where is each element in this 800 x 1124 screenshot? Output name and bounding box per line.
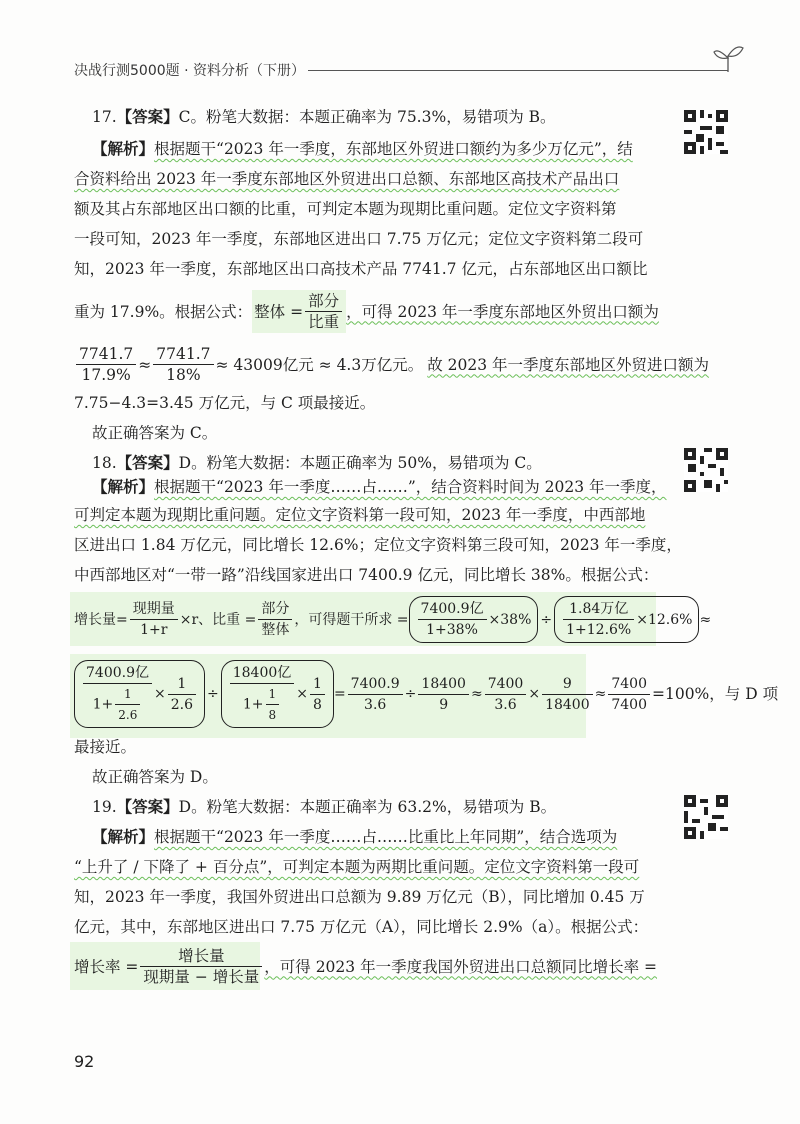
fraction: $\frac{7400}{3.6}$ (485, 674, 527, 715)
header-rule (308, 70, 728, 71)
qr-code-icon[interactable] (684, 795, 728, 839)
answer-tag: 【答案】 (116, 797, 179, 816)
formula-mul: × (154, 686, 166, 702)
fraction: $\frac{1}{8}$ (310, 674, 325, 715)
fraction: 18400亿 1+ $\frac{1}{8}$ (230, 663, 295, 725)
qr-code-icon[interactable] (684, 110, 728, 154)
formula-mul: ×38% (488, 611, 532, 628)
analysis-tag: 【解析】 (92, 827, 155, 846)
answer-text: D。粉笔大数据：本题正确率为 50%，易错项为 C。 (178, 454, 542, 472)
analysis-text: 亿元，其中，东部地区进出口 7.75 万亿元（A），同比增长 2.9%（a）。根据公式： (74, 918, 649, 936)
fraction: $\frac{7400.9}{3.6}$ (348, 674, 403, 715)
paren-group (221, 660, 334, 728)
approx-sign: ≈ (138, 355, 152, 374)
q19-formula-line-1 (74, 946, 657, 987)
analysis-text: 7.75−4.3=3.45 万亿元，与 C 项最接近。 (74, 394, 376, 412)
formula-result: =100%，与 D 项 (651, 685, 779, 703)
analysis-text (74, 504, 654, 526)
page-number: 92 (74, 1052, 95, 1071)
fraction: $\frac{9}{18400}$ (542, 674, 593, 715)
formula-lhs: 增长量= (74, 611, 128, 628)
fraction: $\frac{\text{部分}}{\text{整体}}$ (258, 599, 292, 640)
fraction: $\frac{\text{1.84万亿}}{1+12.6\%}$ (563, 599, 634, 640)
formula-lhs: 增长率 = (74, 957, 139, 976)
question-number: 17. (92, 108, 117, 126)
analysis-text-span: 可判定本题为现期比重问题。定位文字资料第一段可知，2023 年一季度，中西部地 (74, 506, 646, 524)
analysis-text: 根据题干“2023 年一季度……占……比重比上年同期”，结合选项为 (154, 828, 618, 846)
approx-sign: ≈ (594, 686, 607, 702)
fraction: $\frac{\text{现期量}}{1+r}$ (130, 599, 178, 640)
analysis-text: 根据题干“2023 年一季度，东部地区外贸进口额约为多少万亿元”，结 (154, 140, 633, 158)
analysis-text (74, 856, 654, 878)
formula-whole (252, 290, 346, 333)
q18-formula-line-2 (74, 660, 779, 728)
q17-analysis-line (92, 138, 672, 160)
analysis-text-span: 合资料给出 2023 年一季度东部地区外贸进出口总额、东部地区高技术产品出口 (74, 170, 620, 188)
answer-text: D。粉笔大数据：本题正确率为 63.2%，易错项为 B。 (178, 798, 557, 816)
answer-tag: 【答案】 (116, 453, 179, 472)
paren-group (554, 596, 699, 643)
formula-result: ≈ 43009亿元 ≈ 4.3万亿元。 (215, 355, 424, 374)
answer-tag: 【答案】 (116, 107, 179, 126)
analysis-text-span: “上升了 / 下降了 + 百分点”，可判定本题为两期比重问题。定位文字资料第一段可 (74, 858, 640, 876)
divide-sign: ÷ (540, 611, 553, 628)
page-header (0, 58, 800, 82)
question-number: 18. (92, 454, 117, 472)
fraction: $\frac{\text{7400.9亿}}{1+38\%}$ (418, 599, 487, 640)
fraction: $\frac{\text{部分}}{\text{比重}}$ (305, 291, 342, 332)
times-sign: × (528, 686, 541, 702)
fraction: $\frac{1}{2.6}$ (168, 674, 196, 715)
question-number: 19. (92, 798, 117, 816)
sprout-icon (712, 44, 746, 74)
analysis-text: 知，2023 年一季度，东部地区出口高技术产品 7741.7 亿元，占东部地区出口额比 (74, 260, 648, 278)
conclusion: 故正确答案为 C。 (92, 424, 218, 442)
approx-sign: ≈ (470, 686, 483, 702)
q19-answer-line (92, 796, 672, 818)
q19-analysis-line (92, 826, 672, 848)
formula-text: ，可得题干所求 = (294, 611, 409, 628)
q18-analysis-line (92, 476, 672, 498)
fraction: $\frac{7741.7}{18\%}$ (153, 344, 213, 385)
analysis-text: 根据题干“2023 年一季度……占……”，结合资料时间为 2023 年一季度， (154, 478, 667, 496)
book-title: 决战行测5000题 · 资料分析（下册） (74, 63, 305, 79)
divide-sign: ÷ (207, 686, 219, 702)
formula-text: ，可得 2023 年一季度我国外贸进出口总额同比增长率 = (264, 957, 657, 976)
formula-lhs: 整体 = (254, 302, 304, 321)
fraction: $\frac{7741.7}{17.9\%}$ (76, 344, 136, 385)
analysis-text: 知，2023 年一季度，我国外贸进出口总额为 9.89 万亿元（B），同比增加 0.45 万 (74, 888, 645, 906)
fraction: $\frac{\text{增长量}}{\text{现期量 − 增长量}}$ (140, 946, 262, 987)
q17-formula-line-2 (74, 343, 710, 385)
answer-text: C。粉笔大数据：本题正确率为 75.3%，易错项为 B。 (178, 108, 556, 126)
analysis-text: 区进出口 1.84 万亿元，同比增长 12.6%；定位文字资料第三段可知，2023 年一季度， (74, 536, 682, 554)
q18-answer-line (92, 452, 672, 474)
paren-group (409, 596, 539, 643)
analysis-text: 最接近。 (74, 738, 137, 756)
analysis-text (74, 168, 654, 190)
formula-text: 故 2023 年一季度东部地区外贸进口额为 (427, 355, 710, 374)
analysis-text: 中西部地区对“一带一路”沿线国家进出口 7400.9 亿元，同比增长 38%。根据公式： (74, 566, 659, 584)
conclusion: 故正确答案为 D。 (92, 768, 218, 786)
paren-group (74, 660, 205, 728)
analysis-text: 一段可知，2023 年一季度，东部地区进出口 7.75 万亿元；定位文字资料第二段可 (74, 230, 644, 248)
analysis-text: 额及其占东部地区出口额的比重，可判定本题为现期比重问题。定位文字资料第 (74, 200, 617, 218)
formula-mul: ×12.6% (636, 611, 693, 628)
analysis-tag: 【解析】 (92, 139, 155, 158)
divide-sign: ÷ (404, 686, 417, 702)
fraction: 7400.9亿 1+ $\frac{1}{2.6}$ (83, 663, 152, 725)
qr-code-icon[interactable] (684, 448, 728, 492)
equal-sign: = (333, 686, 346, 702)
formula-mul: × (296, 686, 309, 702)
formula-text: 重为 17.9%。根据公式： (74, 302, 253, 321)
analysis-tag: 【解析】 (92, 477, 155, 496)
q18-formula-line-1 (74, 596, 712, 643)
q17-answer-line (92, 106, 672, 128)
fraction: $\frac{7400}{7400}$ (608, 674, 650, 715)
q17-formula-line-1 (74, 290, 659, 333)
formula-text: ，可得 2023 年一季度东部地区外贸出口额为 (346, 302, 659, 321)
fraction: $\frac{18400}{9}$ (418, 674, 469, 715)
approx-sign: ≈ (699, 611, 712, 628)
formula-text: ×r、比重 = (179, 611, 257, 628)
